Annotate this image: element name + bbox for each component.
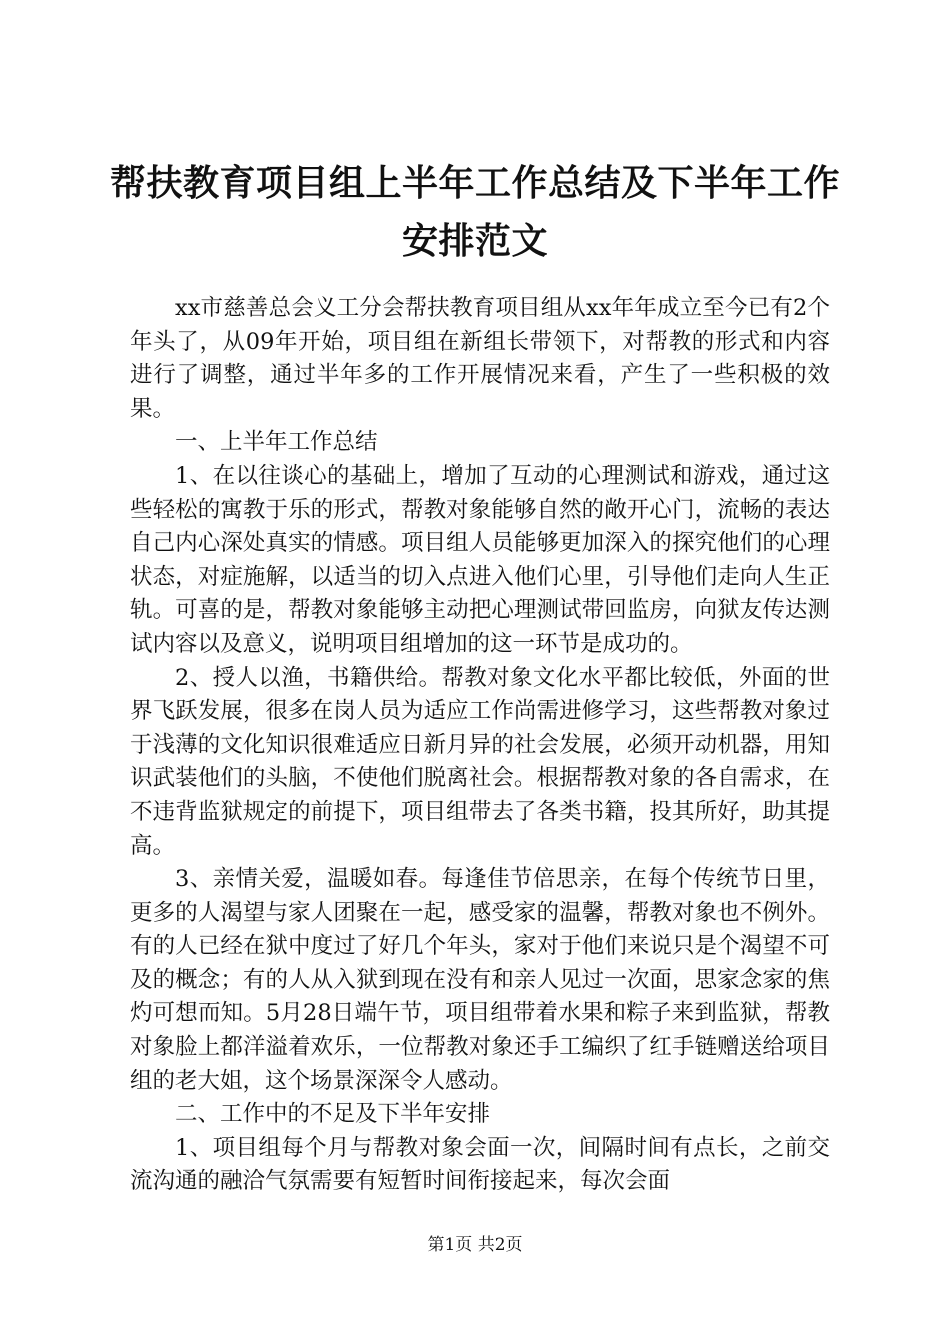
paragraph-item-3: 3、亲情关爱，温暖如春。每逢佳节倍思亲，在每个传统节日里，更多的人渴望与家人团聚在一起，感受家的温馨，帮教对象也不例外。有的人已经在狱中度过了好几个年头，家对于他们来说只是个渴望不可及的概念；有的人从入狱到现在没有和亲人见过一次面，思家念家的焦灼可想而知。5月28日端午节，项目组带着水果和粽子来到监狱，帮教对象脸上都洋溢着欢乐，一位帮教对象还手工编织了红手链赠送给项目组的老大姐，这个场景深深令人感动。 (130, 866, 830, 1094)
document-title: 帮扶教育项目组上半年工作总结及下半年工作安排范文 (110, 163, 841, 262)
section-heading-1: 一、上半年工作总结 (175, 429, 378, 456)
page-footer: 第1页 共2页 (427, 1235, 523, 1255)
paragraph-item-2: 2、授人以渔，书籍供给。帮教对象文化水平都比较低，外面的世界飞跃发展，很多在岗人员为适应工作尚需进修学习，这些帮教对象过于浅薄的文化知识很难适应日新月异的社会发展，必须开动机器，用知识武装他们的头脑，不使他们脱离社会。根据帮教对象的各自需求，在不违背监狱规定的前提下，项目组带去了各类书籍，投其所好，助其提高。 (130, 664, 830, 859)
intro-paragraph: xx市慈善总会义工分会帮扶教育项目组从xx年年成立至今已有2个年头了，从09年开始，项目组在新组长带领下，对帮教的形式和内容进行了调整，通过半年多的工作开展情况来看，产生了一些积极的效果。 (130, 295, 830, 422)
paragraph-item-1: 1、在以往谈心的基础上，增加了互动的心理测试和游戏，通过这些轻松的寓教于乐的形式，帮教对象能够自然的敞开心门，流畅的表达自己内心深处真实的情感。项目组人员能够更加深入的探究他们的心理状态，对症施解，以适当的切入点进入他们心里，引导他们走向人生正轨。可喜的是，帮教对象能够主动把心理测试带回监房，向狱友传达测试内容以及意义，说明项目组增加的这一环节是成功的。 (130, 462, 830, 657)
section-heading-2: 二、工作中的不足及下半年安排 (175, 1101, 491, 1128)
document-body (130, 292, 830, 1199)
paragraph-item-4: 1、项目组每个月与帮教对象会面一次，间隔时间有点长，之前交流沟通的融洽气氛需要有短暂时间衔接起来，每次会面 (130, 1134, 830, 1195)
